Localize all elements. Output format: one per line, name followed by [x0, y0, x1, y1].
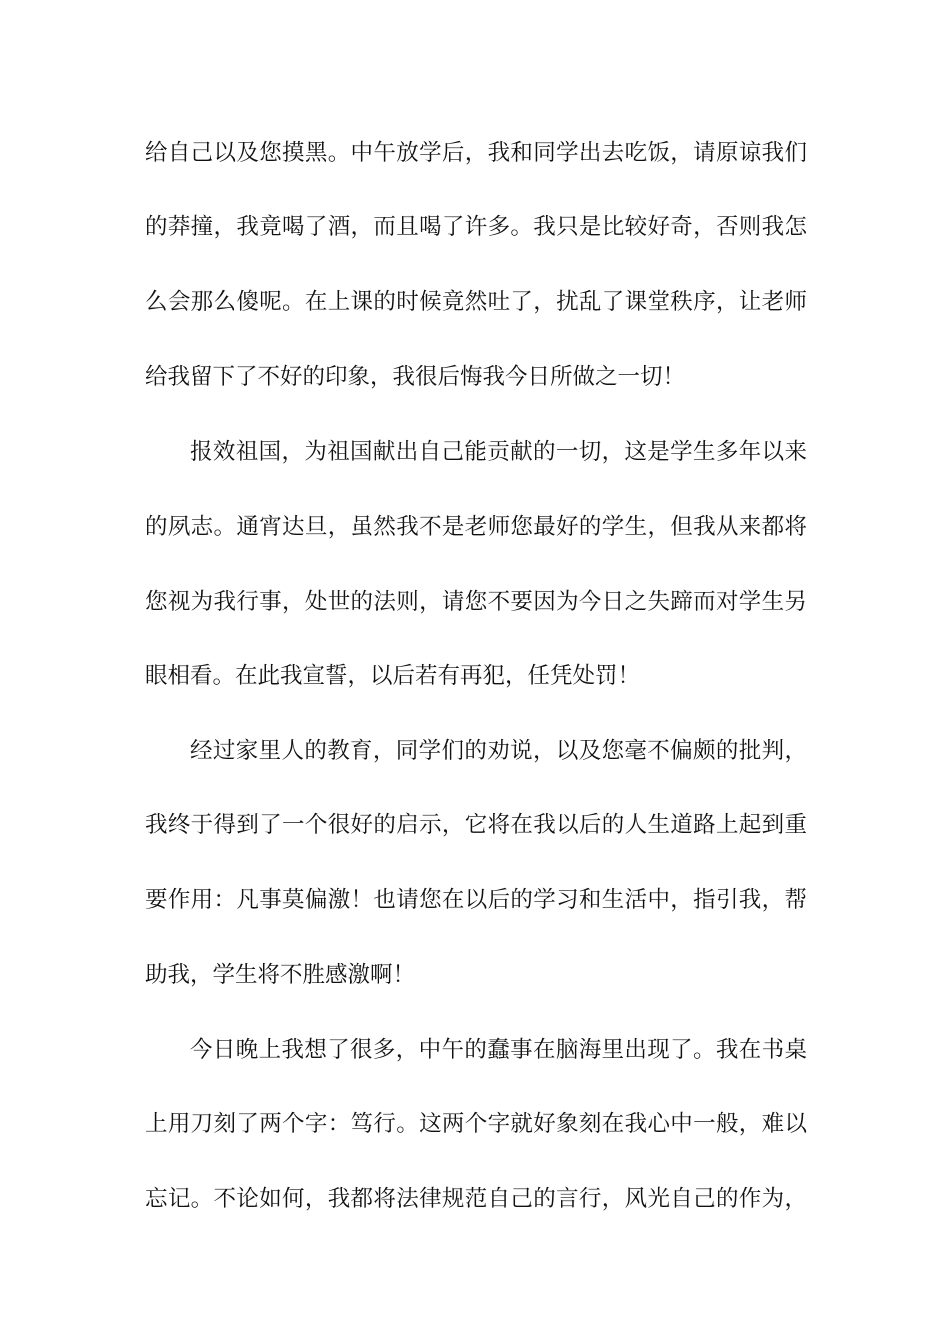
paragraph-line: 给我留下了不好的印象，我很后悔我今日所做之一切！: [145, 364, 686, 390]
paragraph-line: 给自己以及您摸黑。中午放学后，我和同学出去吃饭，请原谅我们: [145, 140, 807, 166]
paragraph-line: 您视为我行事，处世的法则，请您不要因为今日之失蹄而对学生另: [145, 589, 807, 615]
paragraph-line: 的莽撞，我竟喝了酒，而且喝了许多。我只是比较好奇，否则我怎: [145, 214, 807, 240]
paragraph-line: 我终于得到了一个很好的启示，它将在我以后的人生道路上起到重: [145, 812, 807, 838]
paragraph-line: 么会那么傻呢。在上课的时候竟然吐了，扰乱了课堂秩序，让老师: [145, 289, 807, 315]
paragraph-line: 的夙志。通宵达旦，虽然我不是老师您最好的学生，但我从来都将: [145, 514, 807, 540]
paragraph-line: 助我，学生将不胜感激啊！: [145, 962, 416, 988]
paragraph-line: 今日晚上我想了很多，中午的蠢事在脑海里出现了。我在书桌: [190, 1037, 807, 1063]
paragraph-line: 经过家里人的教育，同学们的劝说，以及您毫不偏颇的批判，: [190, 738, 807, 764]
paragraph-line: 眼相看。在此我宣誓，以后若有再犯，任凭处罚！: [145, 663, 641, 689]
paragraph-line: 忘记。不论如何，我都将法律规范自己的言行，风光自己的作为，: [145, 1186, 807, 1212]
paragraph-line: 报效祖国，为祖国献出自己能贡献的一切，这是学生多年以来: [190, 439, 807, 465]
paragraph-line: 上用刀刻了两个字：笃行。这两个字就好象刻在我心中一般，难以: [145, 1111, 807, 1137]
paragraph-line: 要作用：凡事莫偏激！也请您在以后的学习和生活中，指引我，帮: [145, 887, 807, 913]
